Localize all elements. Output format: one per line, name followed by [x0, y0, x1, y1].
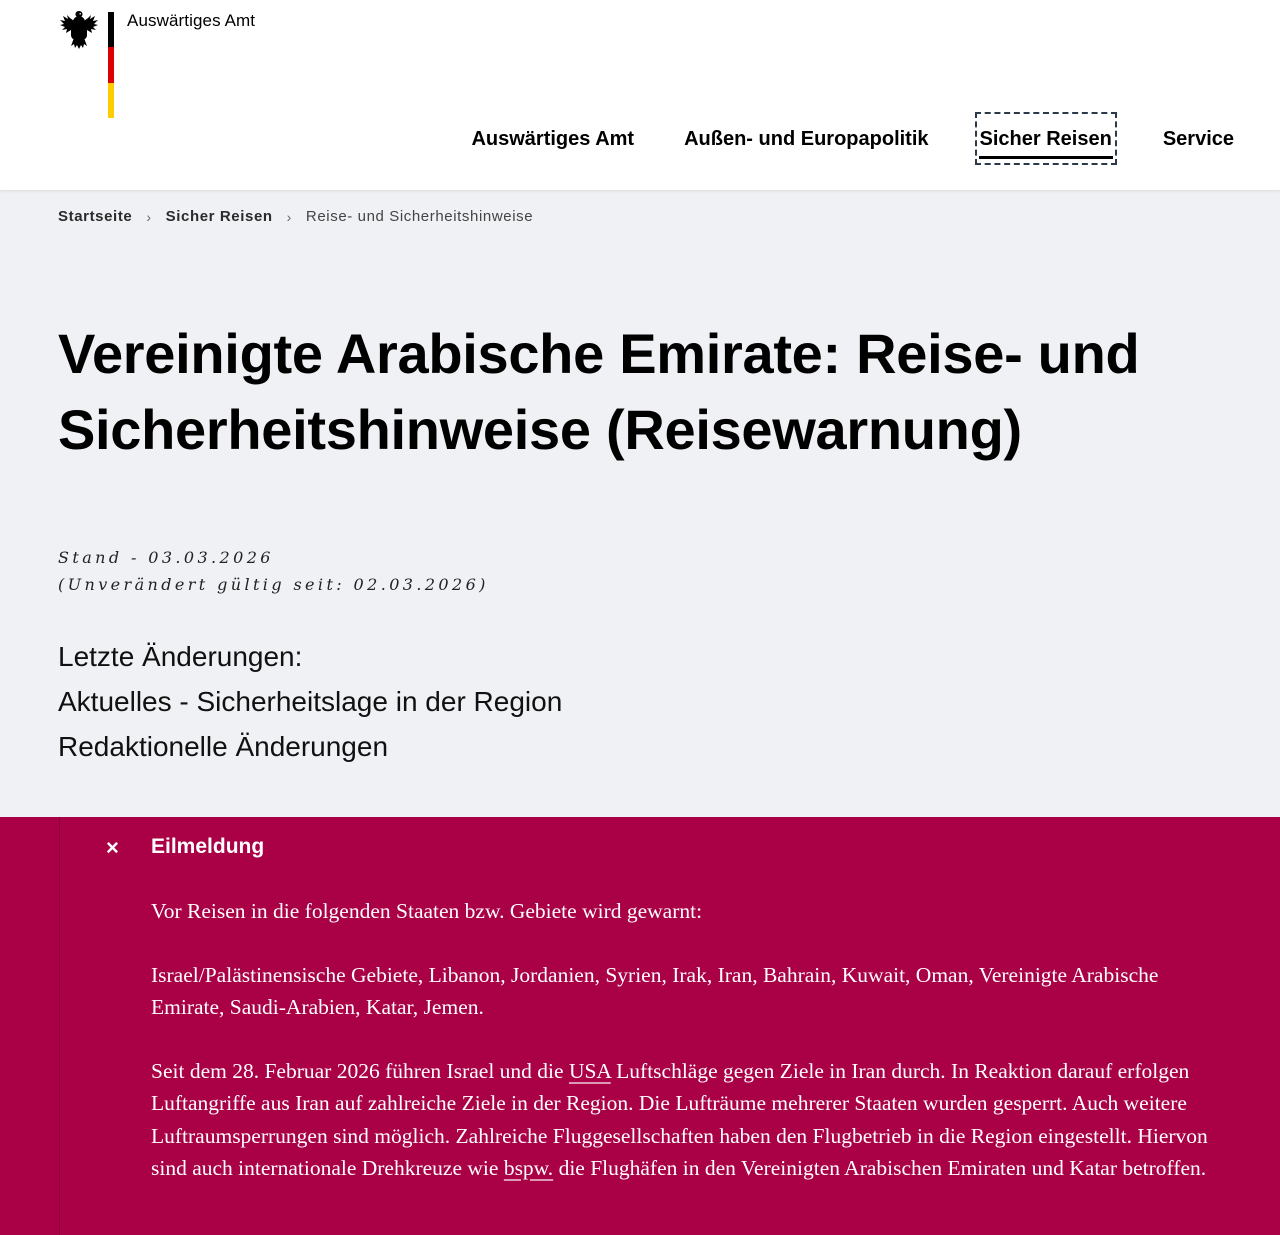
stand-date: Stand - 03.03.2026 — [58, 548, 274, 567]
status-date — [58, 544, 489, 598]
nav-item-auswaertiges-amt[interactable]: Auswärtiges Amt — [471, 128, 635, 150]
breaking-news-alert — [0, 817, 1280, 1235]
latest-change-item: Redaktionelle Änderungen — [58, 731, 389, 762]
alert-text: Luftschläge gegen Ziele in Iran durch. In Reaktion darauf erfolgen Luftangriffe aus Iran auf zahlreiche Ziele in der Region. Die Lufträume mehrerer Staaten wurden gesperrt. Auch weitere Luftraumsperrungen sind möglich. Zahlreiche Fluggesellschaften haben den Flugbetrieb in die Region eingestellt. Hiervon sind auch internationale Drehkreuze wie — [151, 1058, 1208, 1180]
breadcrumb-startseite[interactable]: Startseite — [58, 208, 133, 225]
site-header — [0, 0, 1280, 190]
page-title-line-2: Sicherheitshinweise (Reisewarnung) — [58, 398, 1022, 461]
valid-since-date: (Unverändert gültig seit: 02.03.2026) — [58, 575, 489, 594]
usa-link[interactable]: USA — [568, 1058, 611, 1083]
page-title-line-1: Vereinigte Arabische Emirate: Reise- und — [58, 322, 1140, 385]
breadcrumb-sicher-reisen[interactable]: Sicher Reisen — [165, 208, 273, 225]
nav-item-aussen-europapolitik[interactable]: Außen- und Europapolitik — [684, 128, 929, 150]
flag-gold — [108, 83, 114, 118]
alert-paragraph: Israel/Palästinensische Gebiete, Libanon, Jordanien, Syrien, Irak, Iran, Bahrain, Kuwait, Oman, Vereinigte Arabische Emirate, Saudi-Arabien, Katar, Jemen. — [151, 962, 1159, 1019]
bspw-link[interactable]: bspw. — [503, 1156, 554, 1180]
chevron-right-icon: › — [146, 208, 152, 225]
alert-title: Eilmeldung — [151, 835, 265, 858]
flag-bar — [108, 12, 114, 118]
brand-name[interactable]: Auswärtiges Amt — [127, 11, 256, 30]
alert-paragraph: Vor Reisen in die folgenden Staaten bzw. Gebiete wird gewarnt: — [151, 899, 703, 923]
chevron-right-icon: › — [286, 208, 292, 225]
flag-black — [108, 12, 114, 47]
page-title — [58, 316, 1208, 468]
alert-body — [151, 895, 1231, 1216]
close-icon[interactable]: × — [106, 835, 119, 860]
alert-divider — [59, 817, 60, 1235]
flag-red — [108, 47, 114, 83]
alert-text: Seit dem 28. Februar 2026 führen Israel und die — [151, 1058, 569, 1083]
latest-change-item: Aktuelles - Sicherheitslage in der Region — [58, 686, 563, 717]
main-navigation — [421, 116, 1234, 161]
nav-item-sicher-reisen[interactable]: Sicher Reisen — [979, 116, 1113, 161]
alert-text: die Flughäfen in den Vereinigten Arabischen Emiraten und Katar betroffen. — [553, 1156, 1207, 1180]
breadcrumb-current: Reise- und Sicherheitshinweise — [305, 208, 534, 225]
federal-eagle-icon[interactable] — [58, 8, 100, 52]
alert-paragraph — [151, 1055, 1231, 1185]
nav-item-service[interactable]: Service — [1162, 128, 1234, 150]
breadcrumb — [58, 208, 533, 225]
latest-changes — [58, 634, 562, 769]
latest-changes-heading: Letzte Änderungen: — [58, 641, 303, 672]
